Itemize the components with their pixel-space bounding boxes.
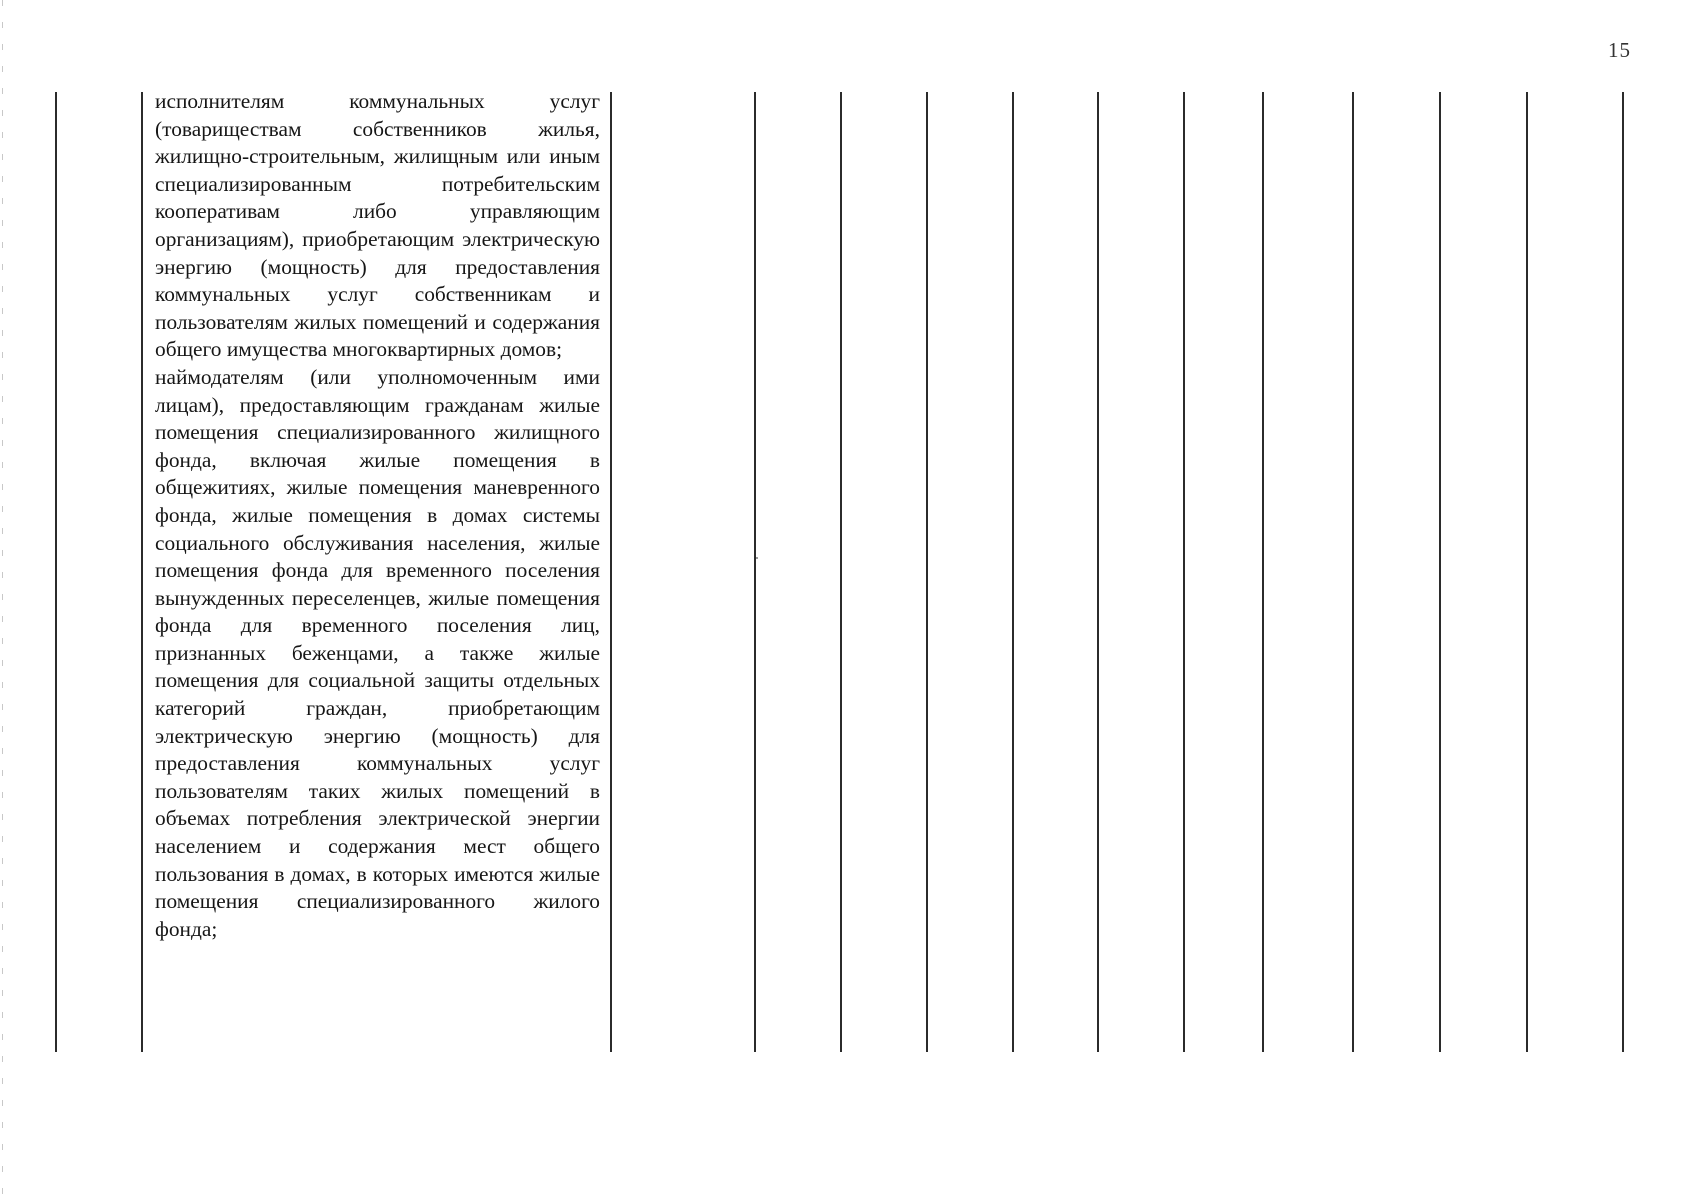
paragraph-landlords: наймодателям (или уполномоченным ими лицам), предоставляющим гражданам жилые помещения специализированного жилищного фонда, включая жилые помещения в общежитиях, жилые помещения маневренного фонда, жилые помещения в домах системы социального обслуживания населения, жилые помещения фонда для временного поселения вынужденных переселенцев, жилые помещения фонда для временного поселения лиц, признанных беженцами, а также жилые помещения для социальной защиты отдельных категорий граждан, приобретающим электрическую энергию (мощность) для предоставления коммунальных услуг пользователям таких жилых помещений в объемах потребления электрической энергии населением и содержания мест общего пользования в домах, в которых имеются жилые помещения специализированного жилого фонда; [155,364,600,941]
table-column-divider [1439,92,1441,1052]
scan-edge-marks [2,0,3,1200]
table-border-left [55,92,57,1052]
table-border-text-left [141,92,143,1052]
page-number: 15 [1608,38,1631,62]
table-column-divider [926,92,928,1052]
table-column-divider [1352,92,1354,1052]
table-column-divider [1012,92,1014,1052]
table-column-divider [1183,92,1185,1052]
scan-speck [756,557,758,559]
table-text-cell [155,88,600,943]
table-column-divider [1526,92,1528,1052]
table-column-divider [1097,92,1099,1052]
table-column-divider [754,92,756,1052]
table-border-right [1622,92,1624,1052]
paragraph-utility-providers: исполнителям коммунальных услуг (товариществам собственников жилья, жилищно-строительным, жилищным или иным специализированным потребительским кооперативам либо управляющим организациям), приобретающим электрическую энергию (мощность) для предоставления коммунальных услуг собственникам и пользователям жилых помещений и содержания общего имущества многоквартирных домов; [155,89,600,362]
table-border-text-right [610,92,612,1052]
table-column-divider [1262,92,1264,1052]
table-column-divider [840,92,842,1052]
